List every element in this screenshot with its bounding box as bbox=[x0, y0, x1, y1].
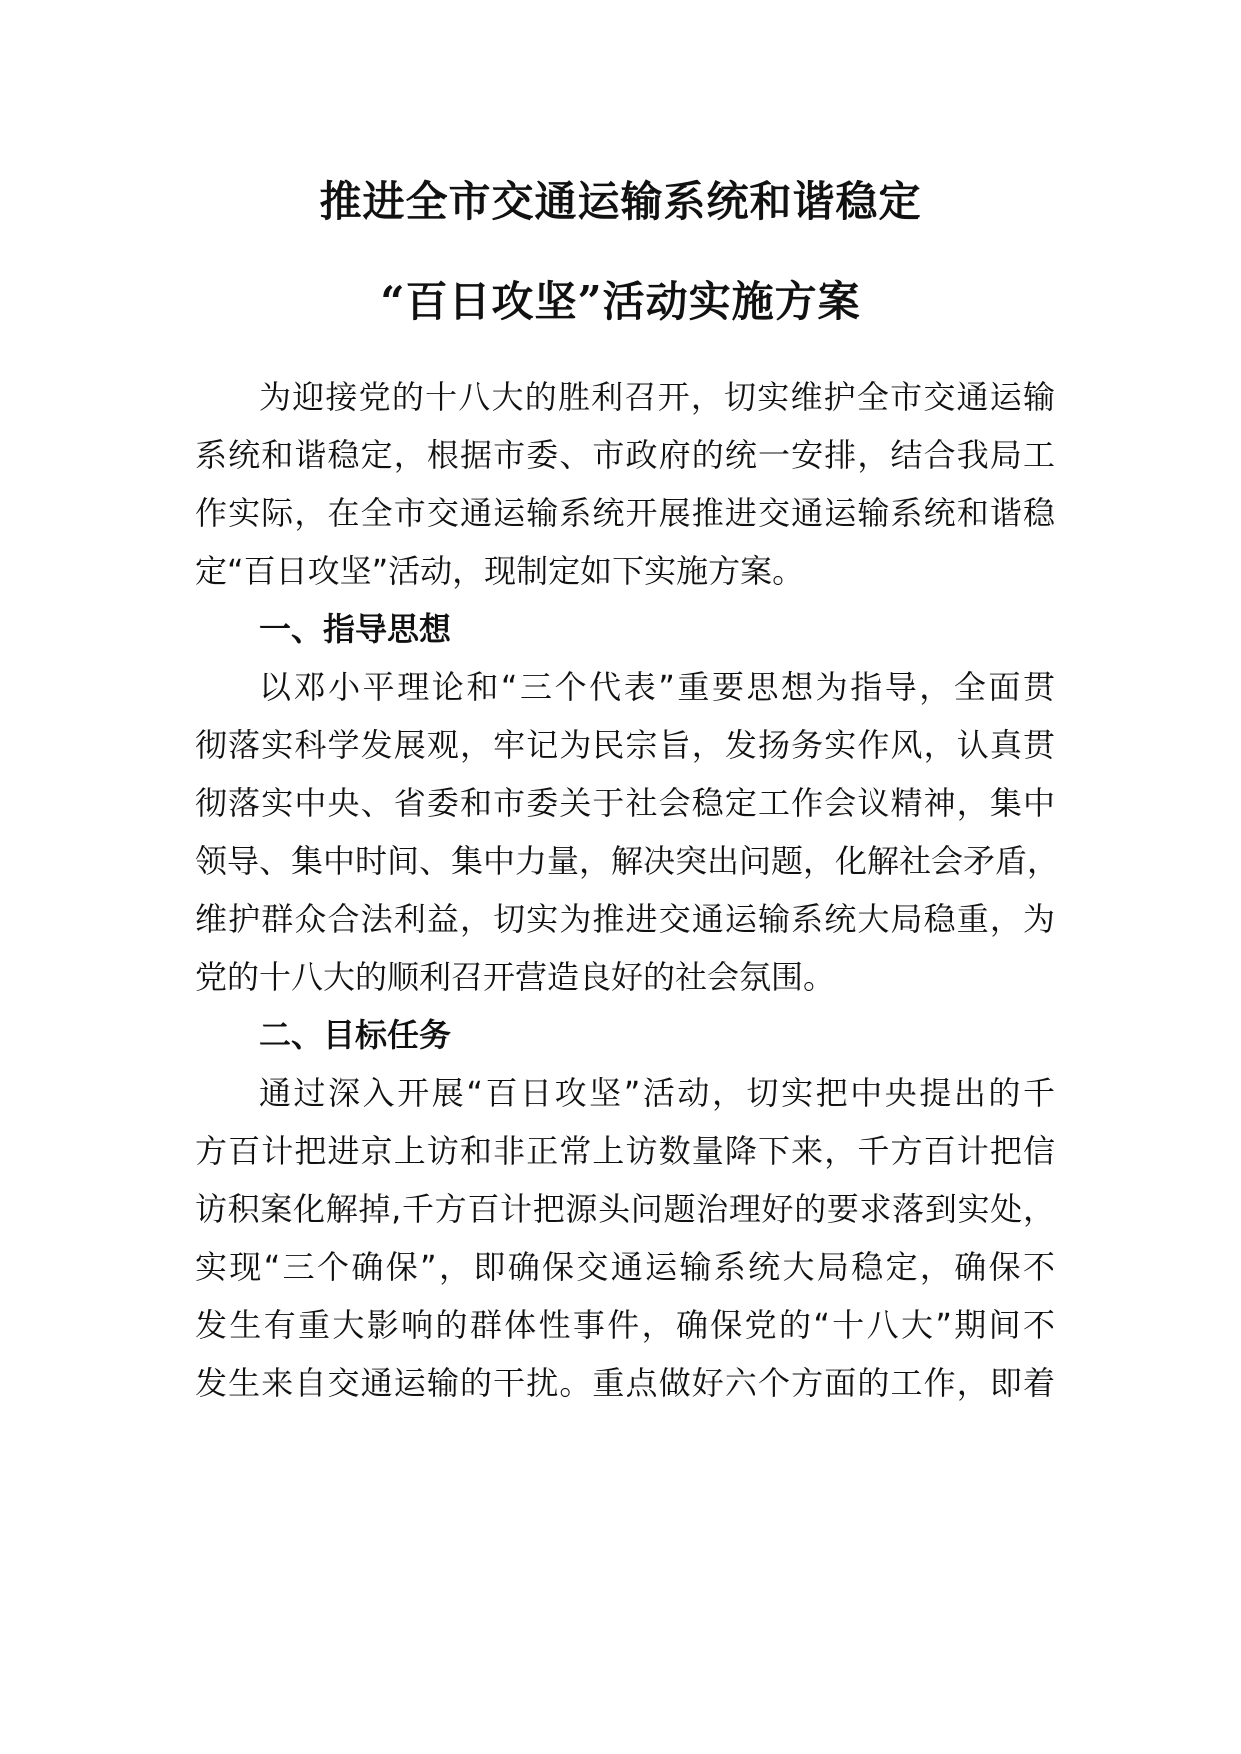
intro-paragraph-line: 作实际，在全市交通运输系统开展推进交通运输系统和谐稳 bbox=[195, 494, 1055, 532]
intro-paragraph-line: 为迎接党的十八大的胜利召开，切实维护全市交通运输 bbox=[259, 378, 1055, 416]
section-heading-guiding-ideology: 一、指导思想 bbox=[259, 610, 452, 648]
section1-paragraph-line: 彻落实科学发展观，牢记为民宗旨，发扬务实作风，认真贯 bbox=[195, 726, 1055, 764]
section1-paragraph-line: 党的十八大的顺利召开营造良好的社会氛围。 bbox=[195, 958, 836, 996]
section1-paragraph-line: 维护群众合法利益，切实为推进交通运输系统大局稳重，为 bbox=[195, 900, 1055, 938]
section1-paragraph-line: 彻落实中央、省委和市委关于社会稳定工作会议精神，集中 bbox=[195, 784, 1055, 822]
document-title-line-2: “百日攻坚”活动实施方案 bbox=[380, 277, 861, 326]
section2-paragraph-line: 访积案化解掉,千方百计把源头问题治理好的要求落到实处， bbox=[195, 1190, 1055, 1228]
intro-paragraph-line: 定“百日攻坚”活动，现制定如下实施方案。 bbox=[195, 552, 805, 590]
section2-paragraph-line: 发生有重大影响的群体性事件，确保党的“十八大”期间不 bbox=[195, 1306, 1055, 1344]
section-heading-goals-tasks: 二、目标任务 bbox=[259, 1016, 452, 1054]
section1-paragraph-line: 领导、集中时间、集中力量，解决突出问题，化解社会矛盾， bbox=[195, 842, 1060, 880]
intro-paragraph-line: 系统和谐稳定，根据市委、市政府的统一安排，结合我局工 bbox=[195, 436, 1055, 474]
document-title-line-1: 推进全市交通运输系统和谐稳定 bbox=[319, 177, 922, 226]
section2-paragraph-line: 方百计把进京上访和非正常上访数量降下来，千方百计把信 bbox=[195, 1132, 1055, 1170]
section2-paragraph-line: 发生来自交通运输的干扰。重点做好六个方面的工作，即着 bbox=[195, 1364, 1055, 1402]
section1-paragraph-line: 以邓小平理论和“三个代表”重要思想为指导，全面贯 bbox=[259, 668, 1055, 706]
section2-paragraph-line: 通过深入开展“百日攻坚”活动，切实把中央提出的千 bbox=[259, 1074, 1055, 1112]
section2-paragraph-line: 实现“三个确保”，即确保交通运输系统大局稳定，确保不 bbox=[195, 1248, 1055, 1286]
